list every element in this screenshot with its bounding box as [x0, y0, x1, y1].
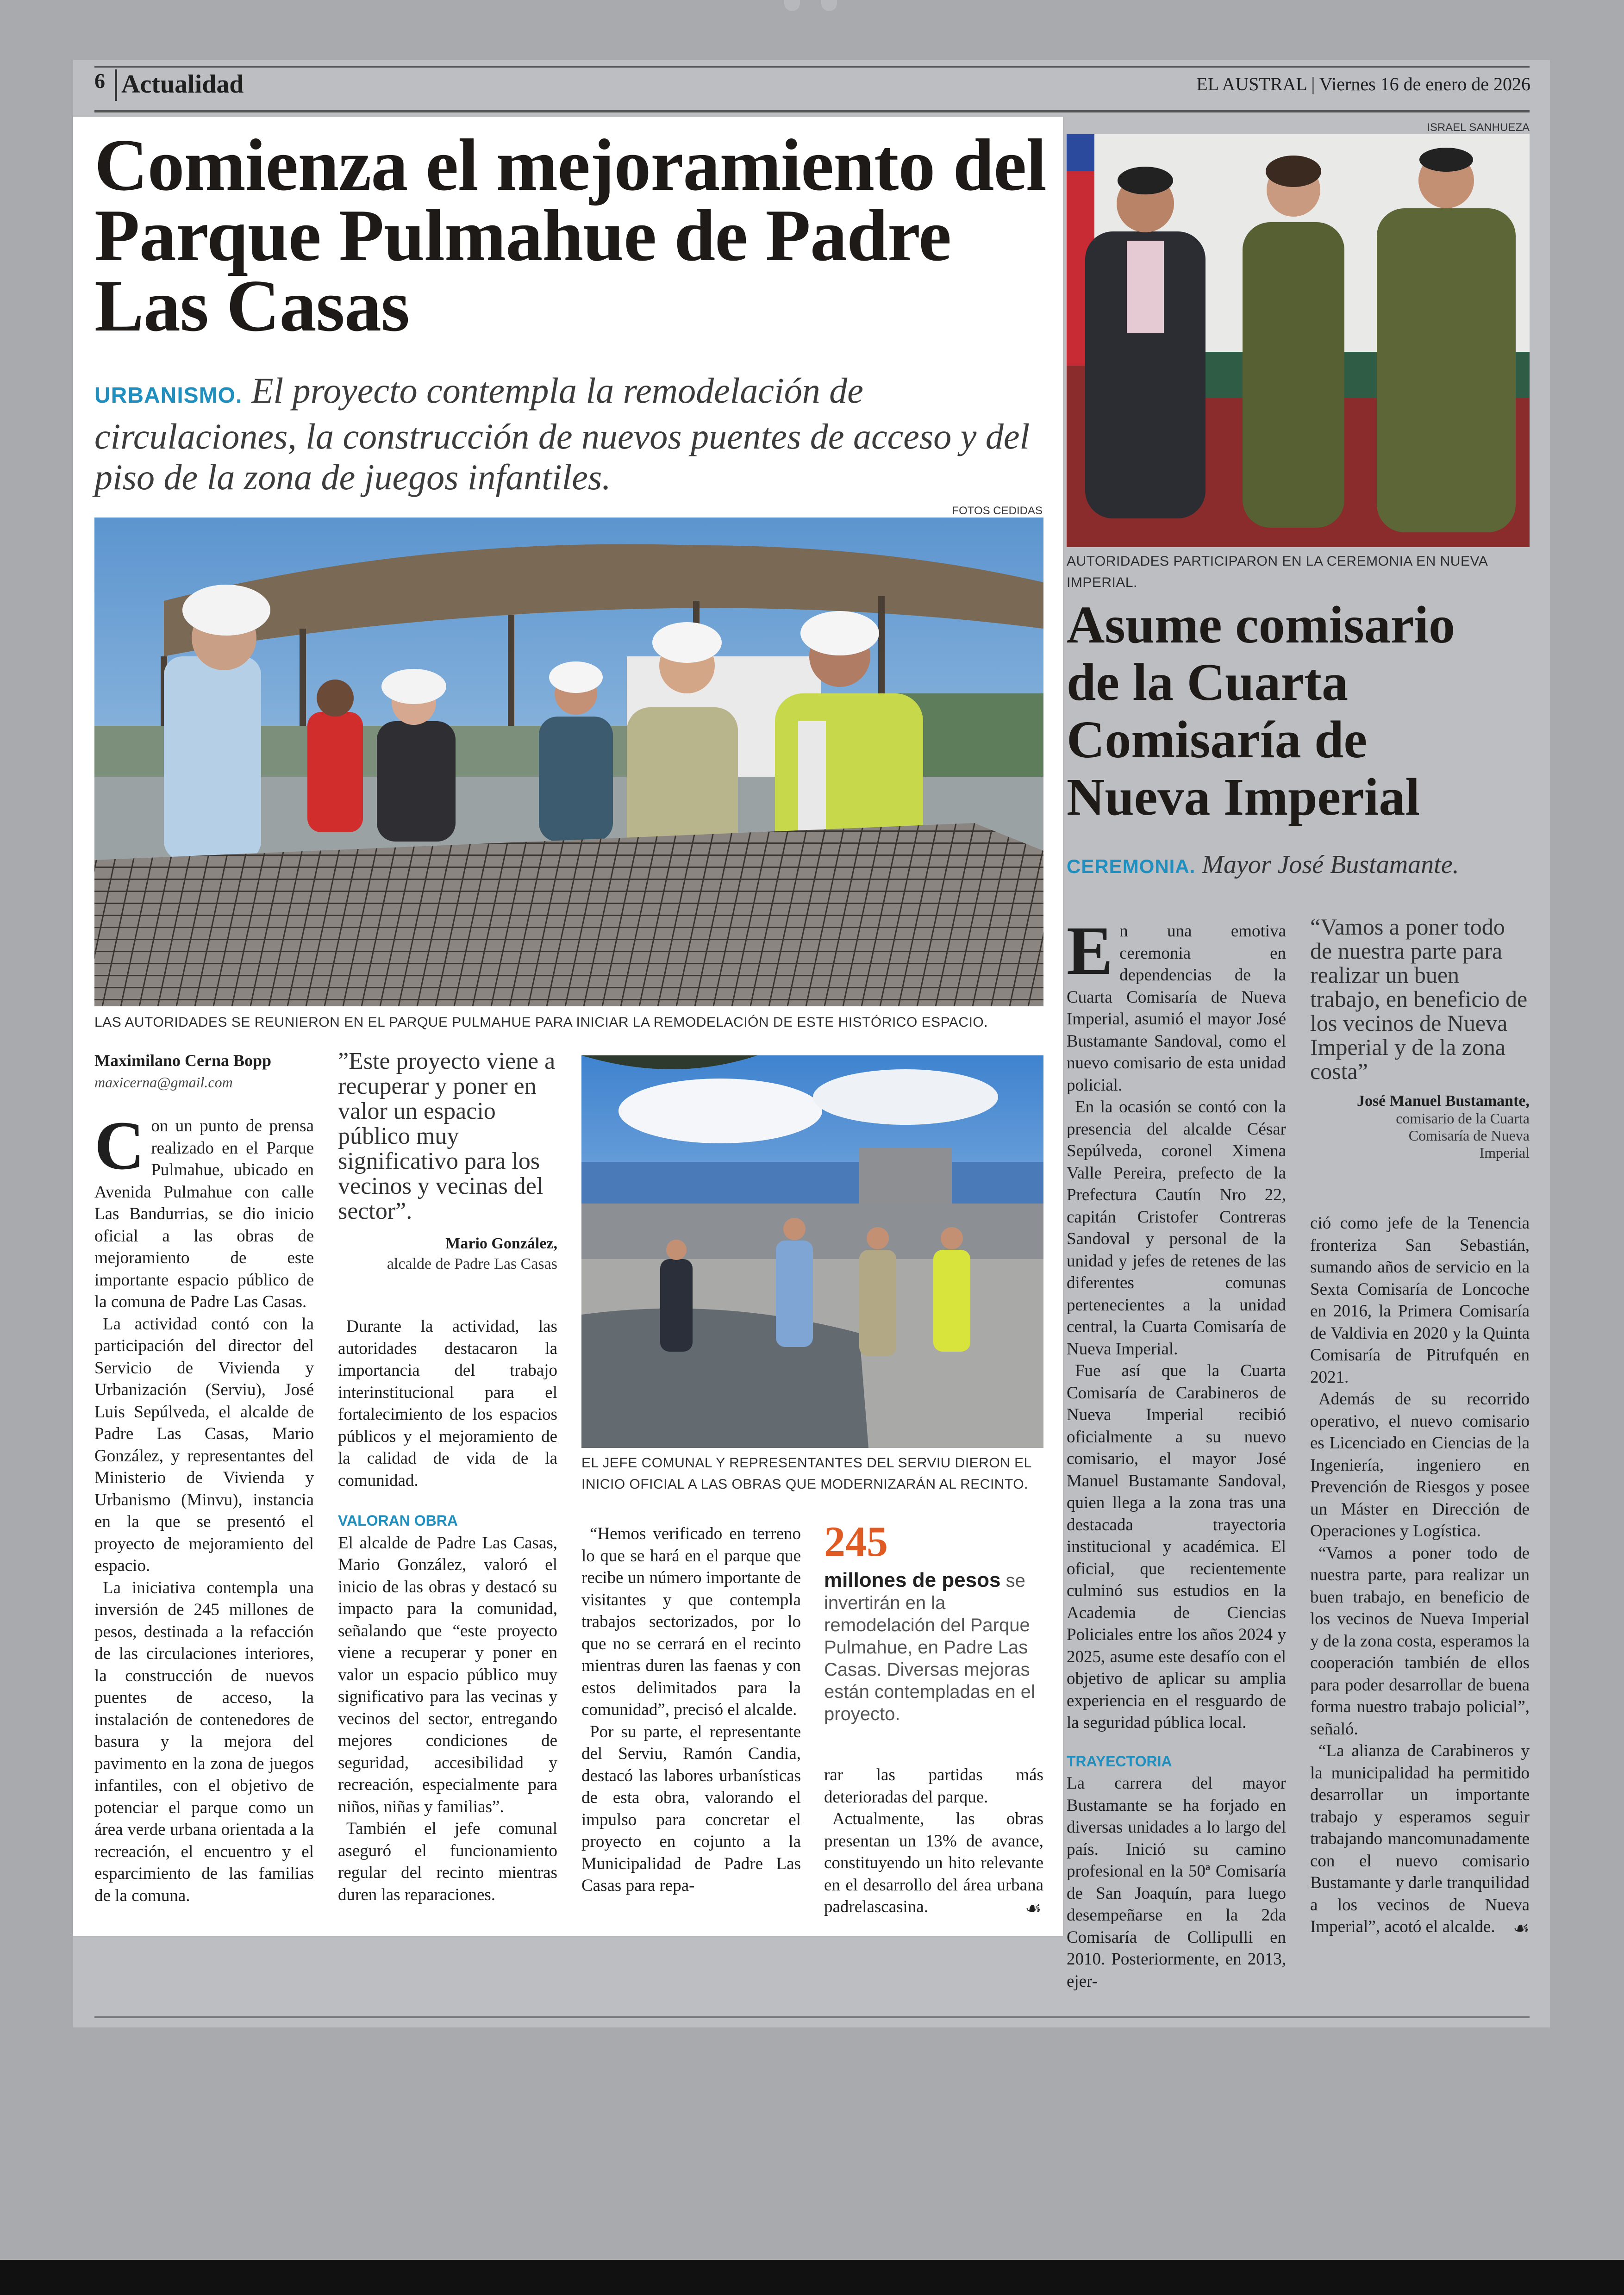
paragraph: rar las partidas más deterioradas del parque.: [824, 1765, 1043, 1807]
header-top-rule: [94, 66, 1530, 68]
side-column-1: [1067, 912, 1286, 1992]
side-pull-quote: “Vamos a poner todo de nuestra parte para realizar un buen trabajo, en beneficio de los vecinos de Nueva Imperial y de la zona costa”: [1310, 914, 1528, 1084]
park-inspection-photo: [94, 518, 1043, 1006]
main-column-2: [338, 1049, 557, 1906]
stat-number: 245: [824, 1518, 888, 1565]
side-photo-caption: AUTORIDADES PARTICIPARON EN LA CEREMONIA EN NUEVA IMPERIAL.: [1067, 554, 1487, 590]
photo-credit: FOTOS CEDIDAS: [952, 505, 1043, 517]
side-photo: [1067, 134, 1530, 547]
quote-role: alcalde de Padre Las Casas: [387, 1255, 557, 1272]
side-photo-credit: ISRAEL SANHUEZA: [1427, 121, 1530, 134]
stat-label: millones de pesos: [824, 1569, 1001, 1591]
subhead-trayectoria: TRAYECTORIA: [1067, 1752, 1172, 1770]
side-dropcap: E: [1067, 912, 1113, 989]
officials-group: [1085, 148, 1516, 532]
paragraph: También el jefe comunal aseguró el funcionamiento regular del recinto mientras duren las reparaciones.: [338, 1819, 557, 1904]
paragraph: “Hemos verificado en terreno lo que se hará en el parque que recibe un número importante de visitantes y que contempla trabajos sectorizados, por lo que no se cerrará en el recinto mientras duren las faenas y con estos delimitados para la comunidad”, precisó el alcalde.: [581, 1524, 801, 1719]
stat-box: [824, 1569, 1043, 1725]
subhead-valoran-obra: VALORAN OBRA: [338, 1512, 458, 1529]
main-deck-text: El proyecto contempla la remodelación de circulaciones, la construcción de nuevos puentes de acceso y del piso de la zona de juegos infantiles.: [94, 370, 1030, 497]
masthead: [1196, 73, 1530, 95]
stat-text: se invertirán en la remodelación del Parque Pulmahue, en Padre Las Casas. Diversas mejoras están contempladas en el proyecto.: [824, 1571, 1035, 1724]
paragraph: Actualmente, las obras presentan un 13% de avance, constituyendo un hito relevante en el desarrollo del área urbana padrelascasina.: [824, 1809, 1043, 1916]
main-col2-text: [338, 1316, 557, 1906]
side-col2-text: [1310, 1212, 1530, 1938]
secondary-photo-caption: EL JEFE COMUNAL Y REPRESENTANTES DEL SERVIU DIERON EL INICIO OFICIAL A LAS OBRAS QUE MODERNIZARÁN AL RECINTO.: [581, 1455, 1031, 1492]
side-quote-role: comisario de la Cuarta Comisaría de Nueva Imperial: [1396, 1110, 1530, 1161]
paragraph: Además de su recorrido operativo, el nuevo comisario es Licenciado en Ciencias de la Ingeniería, ingeniero en Prevención de Riesgos y posee un Máster en Dirección de Operaciones y Logística.: [1310, 1390, 1530, 1540]
main-kicker: URBANISMO.: [94, 383, 243, 408]
side-kicker: CEREMONIA.: [1067, 855, 1196, 877]
main-col4-text: [824, 1764, 1043, 1918]
side-column-2: [1310, 915, 1530, 1938]
side-deck-text: Mayor José Bustamante.: [1202, 850, 1459, 879]
page-indicator-next[interactable]: [821, 0, 837, 11]
main-column-3: [581, 1523, 801, 1897]
page-indicator-prev[interactable]: [784, 0, 800, 11]
viewer-bottom-bar: [0, 2260, 1624, 2295]
secondary-photo: [581, 1055, 1043, 1448]
masthead-divider: |: [1311, 74, 1319, 94]
newspaper-name: EL AUSTRAL: [1196, 74, 1307, 94]
main-column-1: [94, 1051, 314, 1907]
paragraph: ció como jefe de la Tenencia fronteriza San Sebastián, sumando años de servicio en la Sexta Comisaría de Loncoche en 2016, la Primera Comisaría de Valdivia en 2020 y la Quinta Comisaría de Pitrufquén en 2021.: [1310, 1214, 1530, 1387]
park-street-photo: [581, 1055, 1043, 1448]
main-column-4: [824, 1518, 1043, 1918]
main-deck: [94, 370, 1048, 498]
paragraph: La carrera del mayor Bustamante se ha forjado en diversas unidades a lo largo del país. Inició su camino profesional en la 50ª Comisaría de San Joaquín, para luego desempeñarse en la 2da Comisaría de Collipulli en 2010. Posteriormente, en 2013, ejer-: [1067, 1774, 1286, 1991]
issue-date: Viernes 16 de enero de 2026: [1319, 74, 1530, 94]
main-dropcap: C: [94, 1107, 145, 1184]
paragraph: “La alianza de Carabineros y la municipalidad ha permitido desarrollar un importante trabajo y esperamos seguir trabajando mancomunadamente con el nuevo comisario Bustamante y darle tranquilidad a los vecinos de Nueva Imperial”, acotó el alcalde.: [1310, 1741, 1530, 1936]
quote-name: Mario González,: [445, 1235, 557, 1252]
side-quote-name: José Manuel Bustamante,: [1356, 1092, 1530, 1110]
side-deck: [1067, 850, 1530, 879]
side-end-mark: ☙: [1513, 1917, 1530, 1939]
paragraph: “Vamos a poner todo de nuestra parte, para realizar un buen trabajo, en beneficio de los vecinos de Nueva Imperial y de la zona costa, esperamos la cooperación también de ellos para poder desarrollar de buena forma nuestro trabajo policial”, señaló.: [1310, 1543, 1530, 1739]
section-divider: [115, 69, 117, 101]
paragraph: Durante la actividad, las autoridades destacaron la importancia del trabajo interinstitucional para el fortalecimiento de los espacios públicos y el mejoramiento de la calidad de vida de la comunidad.: [338, 1317, 557, 1490]
side-headline: Asume comisario de la Cuarta Comisaría de Nueva Imperial: [1067, 595, 1455, 826]
footer-rule: [94, 2016, 1530, 2018]
paragraph: Por su parte, el representante del Serviu, Ramón Candia, destacó las labores urbanísticas de esta obra, valorando el impulso para concretar el proyecto en cojunto a la Municipalidad de Padre Las Casas para repa-: [581, 1722, 801, 1895]
section-name: Actualidad: [121, 70, 244, 99]
pull-quote: ”Este proyecto viene a recuperar y poner en valor un espacio público muy significativo para los vecinos y vecinas del sector”.: [338, 1048, 556, 1224]
end-mark: ☙: [1025, 1897, 1042, 1919]
author-name: Maximilano Cerna Bopp: [94, 1051, 272, 1070]
paragraph: La actividad contó con la participación del director del Servicio de Vivienda y Urbanización (Serviu), José Luis Sepúlveda, el alcalde de Padre Las Casas, Mario González, y representantes del Ministerio de Vivienda y Urbanismo (Minvu), instancia en la que se presentó el proyecto de mejoramiento del espacio.: [94, 1314, 314, 1575]
header-bottom-rule: [94, 110, 1530, 112]
main-col3-text: [581, 1523, 801, 1897]
author-email[interactable]: maxicerna@gmail.com: [94, 1074, 233, 1091]
main-headline: Comienza el mejoramiento del Parque Pulmahue de Padre Las Casas: [94, 124, 1046, 347]
paragraph: on un punto de prensa realizado en el Parque Pulmahue, ubicado en Avenida Pulmahue con calle Las Bandurrias, se dio inicio oficial a las obras de mejoramiento de este importante espacio público de la comuna de Padre Las Casas.: [94, 1116, 314, 1311]
paragraph: El alcalde de Padre Las Casas, Mario González, valoró el inicio de las obras y destacó su impacto para la comunidad, señalando que “este proyecto viene a recuperar y poner en valor un espacio público muy significativo para las vecinas y vecinos del sector, entregando mejores condiciones de seguridad, accesibilidad y recreación, especialmente para niños, niñas y familias”.: [338, 1533, 557, 1816]
paragraph: Fue así que la Cuarta Comisaría de Carabineros de Nueva Imperial recibió oficialmente a su nuevo comisario, el mayor José Manuel Bustamante Sandoval, quien llega a la zona tras una destacada trayectoria institucional y académica. El oficial, que recientemente culminó sus estudios en la Academia de Ciencias Policiales entre los años 2024 y 2025, asume este desafío con el objetivo de aplicar su amplia experiencia en el resguardo de la seguridad pública local.: [1067, 1361, 1286, 1732]
main-photo-caption: LAS AUTORIDADES SE REUNIERON EN EL PARQUE PULMAHUE PARA INICIAR LA REMODELACIÓN DE ESTE HISTÓRICO ESPACIO.: [94, 1015, 988, 1030]
side-col1-text: [1067, 912, 1286, 1992]
paragraph: n una emotiva ceremonia en dependencias de la Cuarta Comisaría de Nueva Imperial, asumió el mayor José Bustamante Sandoval, como el nuevo comisario de esta unidad policial.: [1067, 922, 1286, 1095]
ceremony-photo: [1067, 134, 1530, 547]
paragraph: En la ocasión se contó con la presencia del alcalde César Sepúlveda, coronel Ximena Valle Pereira, prefecto de la Prefectura Cautín Nro 22, capitán Cristofer Contreras Sandoval y personal de la unidad y jefes de retenes de las diferentes comunas pertenecientes a la unidad central, la Cuarta Comisaría de Nueva Imperial.: [1067, 1098, 1286, 1359]
main-photo: [94, 518, 1043, 1006]
page-number: 6: [94, 69, 105, 93]
paragraph: La iniciativa contempla una inversión de 245 millones de pesos, destinada a la refacción de las circulaciones interiores, la construcción de nuevos puentes de acceso, la instalación de contenedores de basura y la mejora del pavimento en la zona de juegos infantiles, con el objetivo de potenciar el parque como un área verde urbana orientada a la recreación, el encuentro y el esparcimiento de las familias de la comuna.: [94, 1578, 314, 1905]
main-col1-text: [94, 1107, 314, 1907]
